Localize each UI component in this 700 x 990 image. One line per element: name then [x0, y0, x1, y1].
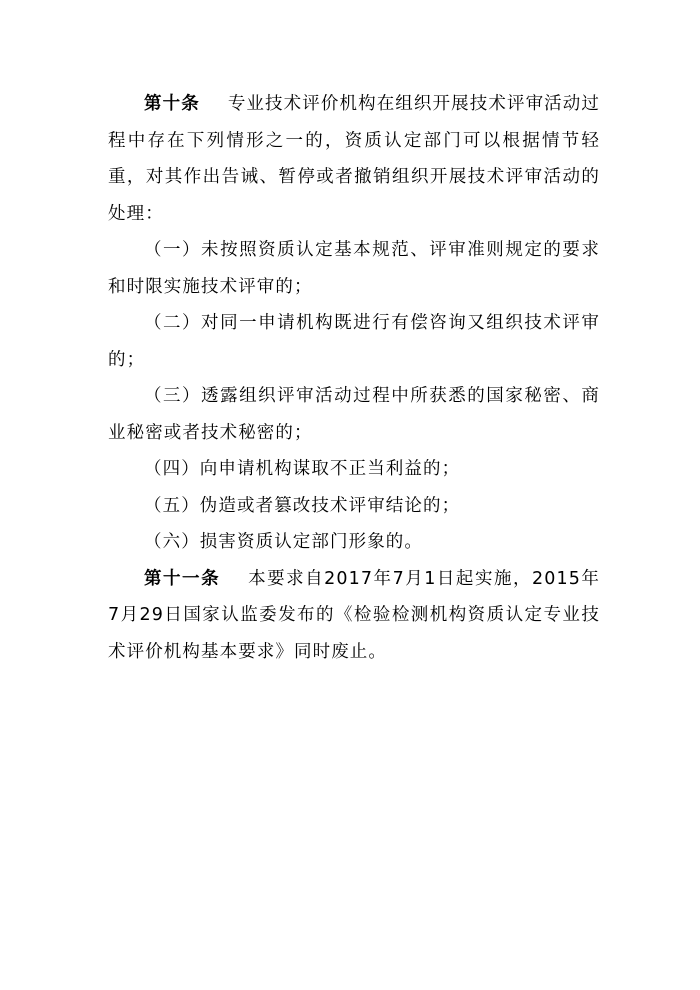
- article-11-text: 本要求自2017年7月1日起实施，2015年7月29日国家认监委发布的《检验检测机构资质认定专业技术评价机构基本要求》同时废止。: [108, 568, 600, 662]
- article-10-item-2: （二）对同一申请机构既进行有偿咨询又组织技术评审的；: [108, 313, 600, 370]
- article-10-item-1: （一）未按照资质认定基本规范、评审准则规定的要求和时限实施技术评审的；: [108, 240, 600, 297]
- document-body: [108, 86, 600, 670]
- article-10-text: 专业技术评价机构在组织开展技术评审活动过程中存在下列情形之一的，资质认定部门可以根据情节轻重，对其作出告诫、暂停或者撤销组织开展技术评审活动的处理：: [108, 94, 600, 224]
- article-10: [108, 86, 600, 232]
- article-10-item-3: （三）透露组织评审活动过程中所获悉的国家秘密、商业秘密或者技术秘密的；: [108, 386, 600, 443]
- article-10-item-4: （四）向申请机构谋取不正当利益的；: [144, 459, 461, 479]
- article-10-item-5: （五）伪造或者篡改技术评审结论的；: [144, 495, 461, 516]
- article-11: [108, 561, 600, 671]
- article-11-title: 第十一条: [144, 568, 221, 589]
- article-10-item-6: （六）损害资质认定部门形象的。: [144, 532, 423, 552]
- article-10-title: 第十条: [144, 94, 200, 114]
